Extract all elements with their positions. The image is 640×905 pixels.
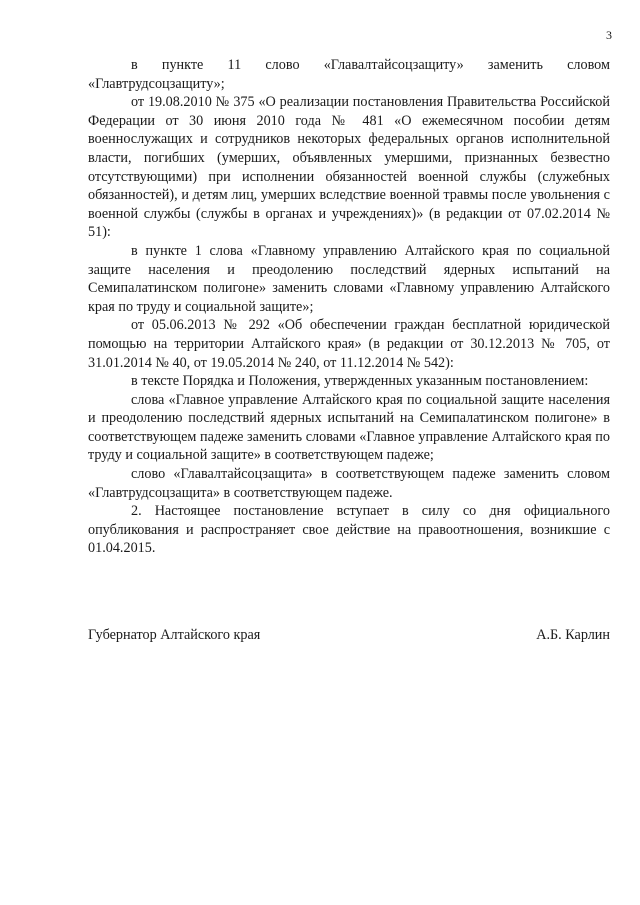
paragraph-effective-date: 2. Настоящее постановление вступает в силу со дня официального опубликования и распространяет свое действие на правоотношения, возникшие с 01.04.2015. [88, 503, 610, 557]
paragraph-word-replacement: слово «Главалтайсоцзащита» в соответствующем падеже заменить словом «Главтрудсоцзащита» в соответствующем падеже. [88, 466, 610, 501]
paragraph-resolution-292: от 05.06.2013 № 292 «Об обеспечении граждан бесплатной юридической помощью на территории Алтайского края» (в редакции от 30.12.2013 № 705, от 31.01.2014 № 40, от 19.05.2014 № 240, от 11.12.2014 № 542): [88, 317, 610, 371]
signatory-position: Губернатор Алтайского края [88, 627, 261, 643]
paragraph-procedure-text: в тексте Порядка и Положения, утвержденных указанным постановлением: [131, 373, 589, 390]
paragraph-resolution-375: от 19.08.2010 № 375 «О реализации постановления Правительства Российской Федерации от 30 июня 2010 года № 481 «О ежемесячном пособии детям военнослужащих и сотрудников некоторых федеральных органов исполнительной власти, погибших (умерших, объявленных умершими, признанных безвестно отсутствующими) при исполнении обязанностей военной службы (служебных обязанностей), и детям лиц, умерших вследствие военной травмы после увольнения с военной службы (службы в органах и учреждениях)» (в редакции от 07.02.2014 № 51): [88, 94, 610, 241]
paragraph-item-1-replacement: в пункте 1 слова «Главному управлению Алтайского края по социальной защите населения и преодолению последствий ядерных испытаний на Семипалатинском полигоне» заменить словами «Главному управлению Алтайского края по труду и социальной защите»; [88, 242, 610, 315]
document-body [88, 56, 610, 558]
page-number: 3 [606, 28, 612, 42]
signature-block [88, 626, 610, 645]
paragraph-words-replacement: слова «Главное управление Алтайского края по социальной защите населения и преодолению последствий ядерных испытаний на Семипалатинском полигоне» в соответствующем падеже заменить словами «Главное управление Алтайского края по труду и социальной защите» в соответствующем падеже; [88, 391, 610, 464]
signatory-name: А.Б. Карлин [536, 627, 610, 643]
paragraph-item-11-replacement: в пункте 11 слово «Главалтайсоцзащиту» заменить словом «Главтрудсоцзащиту»; [88, 57, 610, 92]
